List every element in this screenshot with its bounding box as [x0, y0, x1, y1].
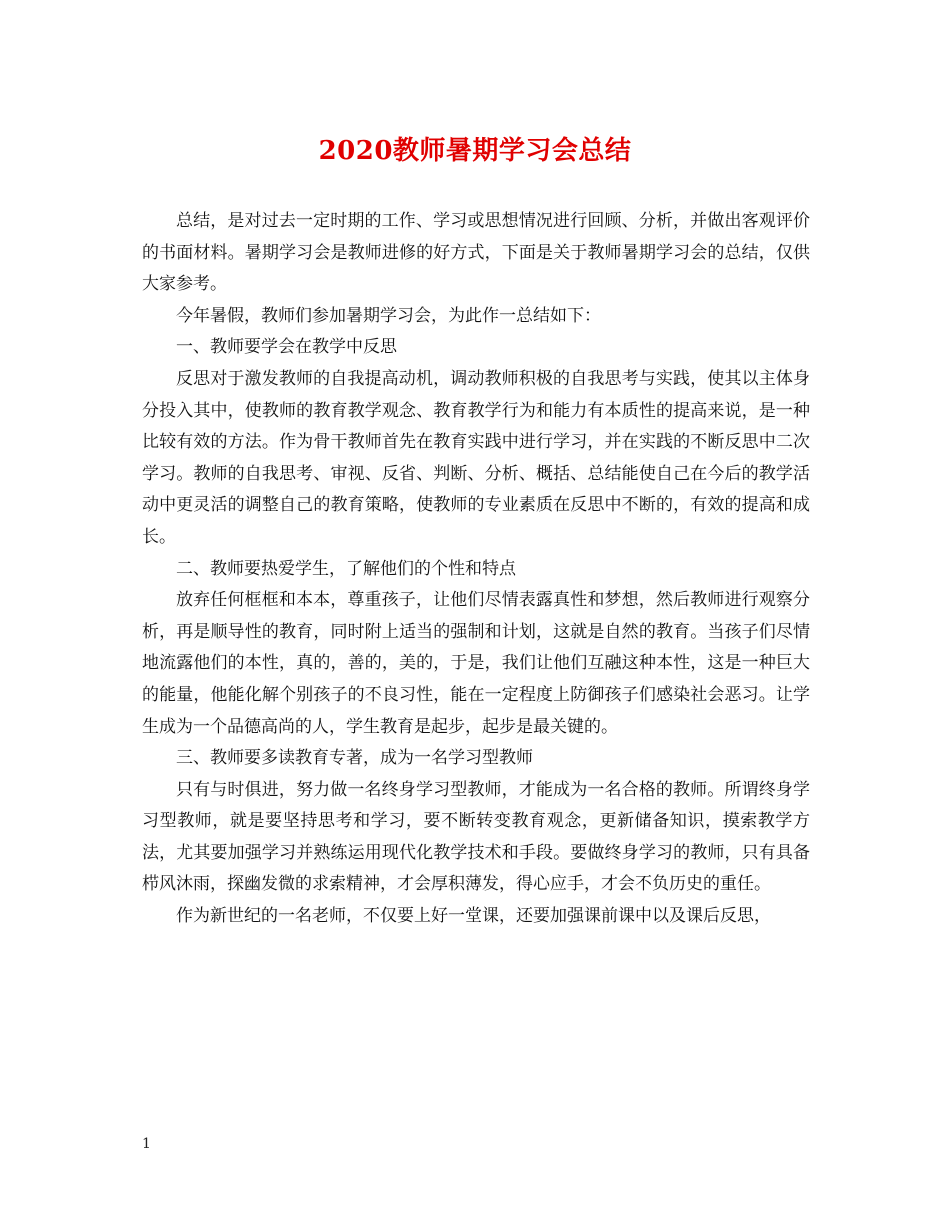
document-body: [142, 206, 810, 933]
paragraph-section-1: 反思对于激发教师的自我提高动机，调动教师积极的自我思考与实践，使其以主体身分投入其中，使教师的教育教学观念、教育教学行为和能力有本质性的提高来说，是一种比较有效的方法。作为骨干教师首先在教育实践中进行学习，并在实践的不断反思中二次学习。教师的自我思考、审视、反省、判断、分析、概括、总结能使自己在今后的教学活动中更灵活的调整自己的教育策略，使教师的专业素质在反思中不断的，有效的提高和成长。: [142, 368, 810, 547]
paragraph-section-2: 放弃任何框框和本本，尊重孩子，让他们尽情表露真性和梦想，然后教师进行观察分析，再是顺导性的教育，同时附上适当的强制和计划，这就是自然的教育。当孩子们尽情地流露他们的本性，真的，善的，美的，于是，我们让他们互融这种本性，这是一种巨大的能量，他能化解个别孩子的不良习性，能在一定程度上防御孩子们感染社会恶习。让学生成为一个品德高尚的人，学生教育是起步，起步是最关键的。: [142, 590, 810, 737]
section-heading-1: 一、教师要学会在教学中反思: [176, 337, 397, 358]
page-number: 1: [142, 1136, 151, 1152]
document-title: 2020教师暑期学习会总结: [318, 136, 632, 166]
paragraph-continued: 作为新世纪的一名老师，不仅要上好一堂课，还要加强课前课中以及课后反思，: [176, 906, 771, 927]
paragraph-lead: 今年暑假，教师们参加暑期学习会，为此作一总结如下：: [176, 305, 601, 326]
section-heading-3: 三、教师要多读教育专著，成为一名学习型教师: [176, 748, 533, 769]
section-heading-2: 二、教师要热爱学生，了解他们的个性和特点: [176, 558, 516, 579]
paragraph-section-3: 只有与时俱进，努力做一名终身学习型教师，才能成为一名合格的教师。所谓终身学习型教师，就是要坚持思考和学习，要不断转变教育观念，更新储备知识，摸索教学方法，尤其要加强学习并熟练运用现代化教学技术和手段。要做终身学习的教师，只有具备栉风沐雨，探幽发微的求索精神，才会厚积薄发，得心应手，才会不负历史的重任。: [142, 779, 810, 895]
paragraph-intro: 总结，是对过去一定时期的工作、学习或思想情况进行回顾、分析，并做出客观评价的书面材料。暑期学习会是教师进修的好方式，下面是关于教师暑期学习会的总结，仅供大家参考。: [142, 211, 810, 295]
